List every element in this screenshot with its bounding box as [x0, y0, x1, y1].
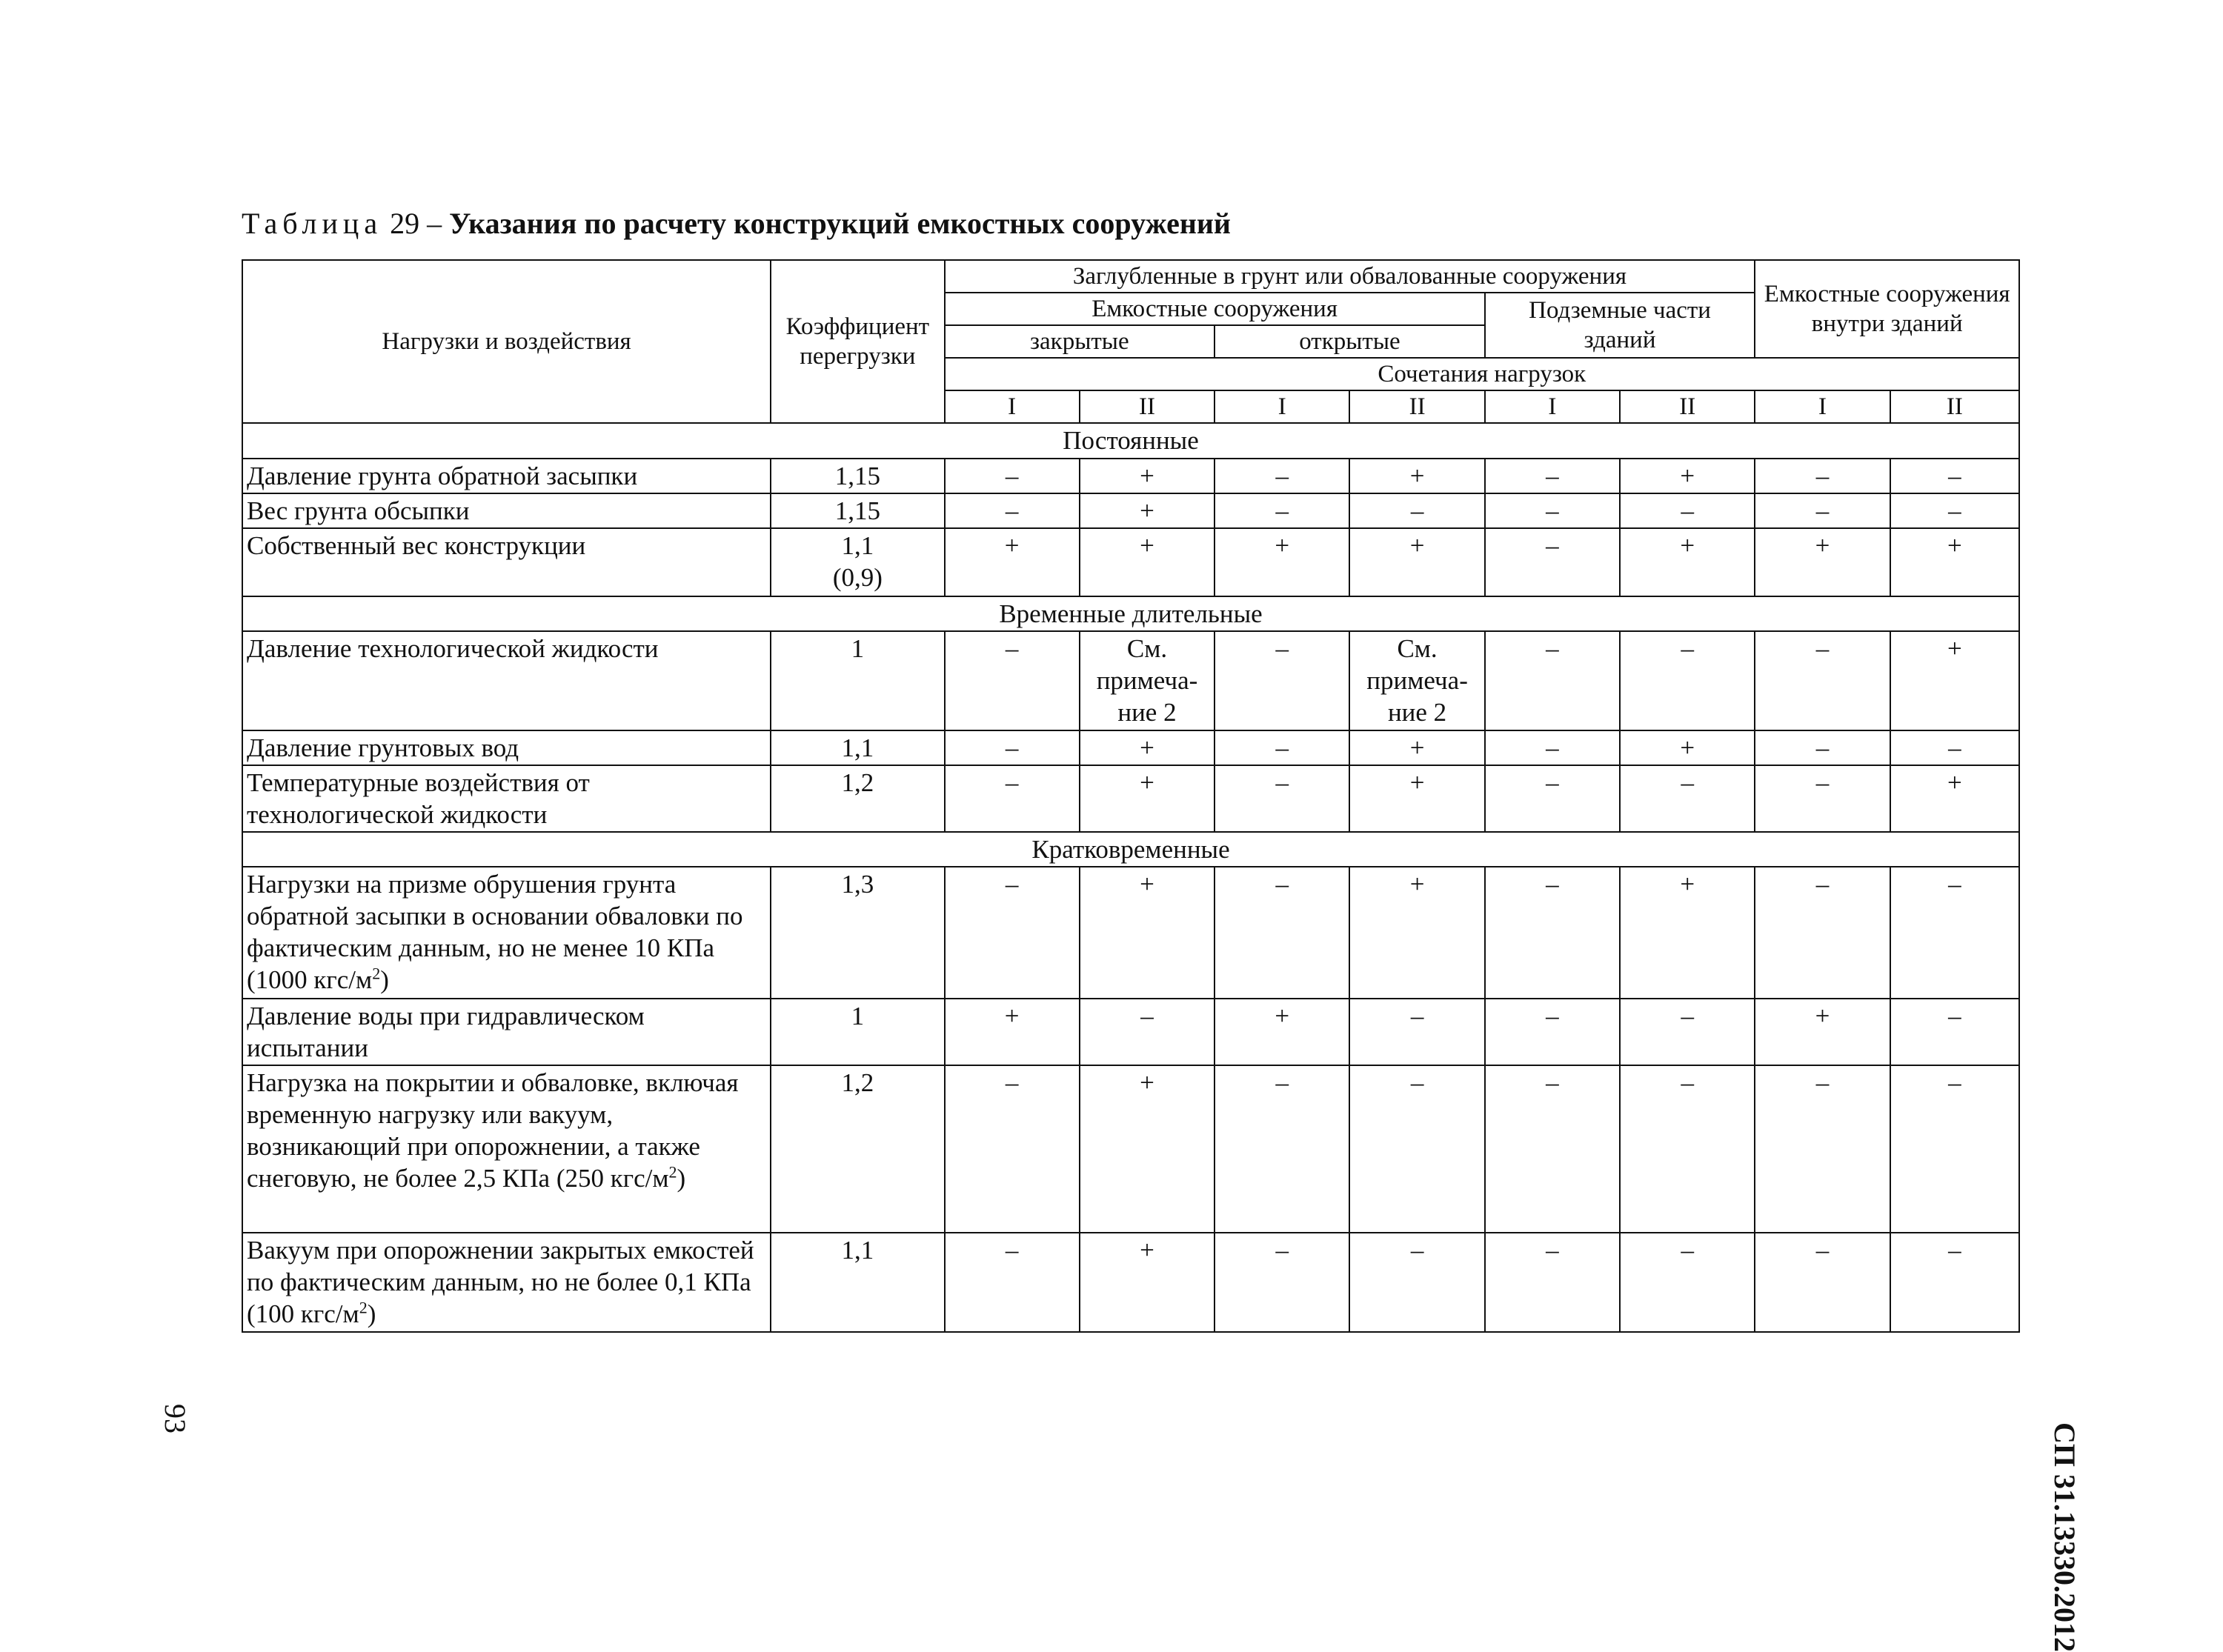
load-name: Собственный вес конструкции: [242, 528, 771, 596]
load-name: Температурные воздействия от технологической жидкости: [242, 765, 771, 832]
table-row: [242, 765, 2019, 832]
table-row: [242, 528, 2019, 596]
cell-value: –: [945, 1065, 1080, 1233]
cell-value: +: [1080, 1065, 1214, 1233]
document-code: СП 31.13330.2012: [2048, 1422, 2081, 1652]
load-name: Давление воды при гидравлическом испытании: [242, 999, 771, 1065]
section-long: Временные длительные: [242, 596, 2019, 631]
cell-value: +: [1620, 528, 1755, 596]
cell-value: +: [1620, 459, 1755, 493]
load-coef: 1,15: [771, 493, 944, 528]
cell-value: –: [1485, 493, 1620, 528]
cell-value: +: [1620, 867, 1755, 999]
header-combos: Сочетания нагрузок: [945, 358, 2019, 390]
cell-value: –: [1890, 1233, 2019, 1332]
loads-table: [242, 259, 2020, 1333]
caption-title: Указания по расчету конструкций емкостных сооружений: [449, 207, 1231, 240]
load-name: Давление грунтовых вод: [242, 730, 771, 765]
load-name: Давление грунта обратной засыпки: [242, 459, 771, 493]
combo-label: II: [1890, 390, 2019, 423]
table-row: [242, 459, 2019, 493]
cell-value: –: [1485, 765, 1620, 832]
header-open: открытые: [1214, 325, 1485, 358]
load-coef: 1,1: [771, 730, 944, 765]
cell-value: +: [1080, 867, 1214, 999]
load-name: Вес грунта обсыпки: [242, 493, 771, 528]
page-number: 93: [159, 1404, 192, 1433]
cell-value: –: [1349, 1065, 1484, 1233]
cell-value: –: [1214, 765, 1349, 832]
cell-value: –: [1349, 1233, 1484, 1332]
cell-value: –: [945, 493, 1080, 528]
cell-value: –: [1755, 1233, 1890, 1332]
header-internal: Емкостные сооружения внутри зданий: [1755, 260, 2019, 358]
cell-value: –: [1755, 631, 1890, 730]
cell-value: +: [1755, 528, 1890, 596]
load-coef: 1,15: [771, 459, 944, 493]
cell-value: +: [1890, 528, 2019, 596]
cell-value: +: [945, 528, 1080, 596]
load-name: Нагрузка на покрытии и обваловке, включая временную нагрузку или вакуум, возникающий при опорожнении, а также снеговую, не более 2,5 КПа (250 кгс/$м^2$): [242, 1065, 771, 1233]
table-row: [242, 1233, 2019, 1332]
cell-value: +: [1349, 867, 1484, 999]
cell-value: –: [1890, 867, 2019, 999]
cell-value: –: [1620, 493, 1755, 528]
load-name: Вакуум при опорожнении закрытых емкостей по фактическим данным, но не более 0,1 КПа (100 кгс/$м^2$): [242, 1233, 771, 1332]
cell-value: –: [945, 867, 1080, 999]
cell-value: +: [1890, 765, 2019, 832]
cell-value: –: [945, 631, 1080, 730]
cell-value: –: [1349, 999, 1484, 1065]
load-coef: 1: [771, 631, 944, 730]
header-tanks: Емкостные сооружения: [945, 293, 1485, 325]
cell-note: См. примеча- ние 2: [1080, 631, 1214, 730]
cell-value: +: [1214, 999, 1349, 1065]
combo-label: I: [1755, 390, 1890, 423]
load-coef: 1,2: [771, 765, 944, 832]
combo-label: I: [1214, 390, 1349, 423]
cell-value: –: [1755, 493, 1890, 528]
load-coef: 1: [771, 999, 944, 1065]
table-row: [242, 999, 2019, 1065]
cell-value: –: [1890, 1065, 2019, 1233]
cell-value: –: [1890, 730, 2019, 765]
load-coef: 1,1: [771, 1233, 944, 1332]
cell-value: –: [1755, 730, 1890, 765]
cell-value: +: [1755, 999, 1890, 1065]
cell-value: –: [1349, 493, 1484, 528]
cell-value: –: [1214, 631, 1349, 730]
cell-note: См. примеча- ние 2: [1349, 631, 1484, 730]
cell-value: +: [1890, 631, 2019, 730]
combo-label: I: [1485, 390, 1620, 423]
cell-value: +: [1080, 1233, 1214, 1332]
cell-value: –: [1755, 867, 1890, 999]
cell-value: –: [1080, 999, 1214, 1065]
table-caption: [242, 206, 1231, 241]
cell-value: –: [1620, 1233, 1755, 1332]
combo-label: II: [1620, 390, 1755, 423]
cell-value: +: [1214, 528, 1349, 596]
cell-value: –: [1485, 730, 1620, 765]
cell-value: –: [1214, 730, 1349, 765]
cell-value: –: [1620, 999, 1755, 1065]
cell-value: +: [1349, 459, 1484, 493]
cell-value: +: [1080, 493, 1214, 528]
cell-value: –: [945, 765, 1080, 832]
cell-value: –: [1214, 1065, 1349, 1233]
table-row: [242, 730, 2019, 765]
cell-value: –: [1620, 631, 1755, 730]
load-name: Нагрузки на призме обрушения грунта обратной засыпки в основании обваловки по фактическим данным, но не менее 10 КПа (1000 кгс/$м^2$): [242, 867, 771, 999]
cell-value: +: [1080, 459, 1214, 493]
cell-value: –: [1890, 999, 2019, 1065]
cell-value: –: [1485, 459, 1620, 493]
cell-value: +: [1349, 765, 1484, 832]
cell-value: –: [945, 730, 1080, 765]
cell-value: +: [1080, 765, 1214, 832]
cell-value: –: [1485, 1233, 1620, 1332]
load-name: Давление технологической жидкости: [242, 631, 771, 730]
cell-value: –: [1214, 493, 1349, 528]
load-coef: 1,3: [771, 867, 944, 999]
header-loads: Нагрузки и воздействия: [242, 260, 771, 423]
cell-value: –: [1620, 765, 1755, 832]
header-underground: Подземные части зданий: [1485, 293, 1755, 358]
cell-value: –: [945, 459, 1080, 493]
load-coef: 1,1 (0,9): [771, 528, 944, 596]
caption-prefix: Таблица: [242, 207, 383, 240]
caption-number: 29 –: [390, 207, 442, 240]
section-permanent: Постоянные: [242, 423, 2019, 459]
cell-value: –: [1485, 867, 1620, 999]
table-row: [242, 867, 2019, 999]
cell-value: +: [1080, 528, 1214, 596]
cell-value: –: [1485, 631, 1620, 730]
cell-value: –: [1755, 1065, 1890, 1233]
combo-label: I: [945, 390, 1080, 423]
cell-value: –: [1214, 1233, 1349, 1332]
section-short: Кратковременные: [242, 832, 2019, 867]
cell-value: –: [1755, 765, 1890, 832]
header-coef: Коэффициент перегрузки: [771, 260, 944, 423]
table-row: [242, 1065, 2019, 1233]
cell-value: –: [1485, 528, 1620, 596]
cell-value: –: [1485, 999, 1620, 1065]
cell-value: –: [1620, 1065, 1755, 1233]
cell-value: –: [1755, 459, 1890, 493]
cell-value: +: [1349, 730, 1484, 765]
table-row: [242, 631, 2019, 730]
cell-value: –: [1214, 867, 1349, 999]
header-buried: Заглубленные в грунт или обвалованные сооружения: [945, 260, 1755, 293]
combo-label: II: [1080, 390, 1214, 423]
cell-value: +: [1080, 730, 1214, 765]
cell-value: +: [945, 999, 1080, 1065]
cell-value: –: [1485, 1065, 1620, 1233]
cell-value: –: [1214, 459, 1349, 493]
cell-value: –: [1890, 459, 2019, 493]
cell-value: –: [945, 1233, 1080, 1332]
combo-label: II: [1349, 390, 1484, 423]
table-row: [242, 493, 2019, 528]
cell-value: –: [1890, 493, 2019, 528]
cell-value: +: [1620, 730, 1755, 765]
cell-value: +: [1349, 528, 1484, 596]
load-coef: 1,2: [771, 1065, 944, 1233]
header-closed: закрытые: [945, 325, 1215, 358]
